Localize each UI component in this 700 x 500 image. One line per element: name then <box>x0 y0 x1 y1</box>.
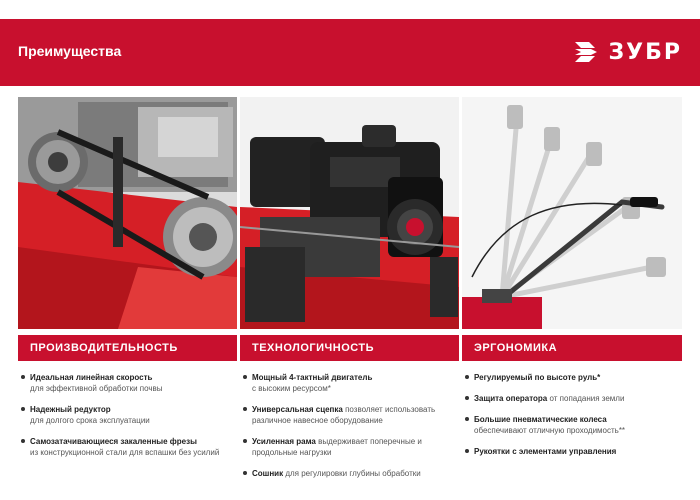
feature-text: с высоким ресурсом* <box>252 384 331 393</box>
panel-technology-photo <box>240 97 459 329</box>
feature-title: Защита оператора <box>474 394 548 403</box>
feature-title: Сошник <box>252 469 284 478</box>
brand-name: ЗУБР <box>608 39 682 65</box>
feature-text: обеспечивают отличную проходимость** <box>474 426 626 435</box>
feature-text: выдерживает поперечные и продольные нагрузки <box>252 437 422 457</box>
feature-title: Самозатачивающиеся закаленные фрезы <box>30 437 197 446</box>
feature-title: Мощный 4-тактный двигатель <box>252 373 373 382</box>
list-item <box>462 372 682 383</box>
feature-text: для долгого срока эксплуатации <box>30 416 150 425</box>
features-technology <box>240 372 459 489</box>
brand-mark-icon <box>573 39 603 65</box>
features-ergonomics <box>462 372 682 467</box>
feature-text: из конструкционной стали для вспашки без усилий <box>30 448 220 457</box>
label-ergonomics: ЭРГОНОМИКА <box>462 335 682 361</box>
list-item <box>462 414 682 436</box>
list-item <box>240 372 459 394</box>
feature-text: позволяет использовать различное навесное оборудование <box>252 405 436 425</box>
feature-title: Универсальная сцепка <box>252 405 343 414</box>
list-item <box>240 468 459 479</box>
list-item <box>240 404 459 426</box>
list-item <box>18 404 237 426</box>
list-item <box>18 436 237 458</box>
feature-title: Регулируемый по высоте руль* <box>474 373 601 382</box>
feature-title: Идеальная линейная скорость <box>30 373 153 382</box>
feature-text: для регулировки глубины обработки <box>285 469 421 478</box>
belt-drive-photo <box>18 97 237 329</box>
list-item <box>18 372 237 394</box>
feature-title: Усиленная рама <box>252 437 316 446</box>
list-item <box>240 436 459 458</box>
engine-photo <box>240 97 459 329</box>
list-item <box>462 393 682 404</box>
features-performance <box>18 372 237 468</box>
page-title: Преимущества <box>18 43 122 59</box>
label-technology: ТЕХНОЛОГИЧНОСТЬ <box>240 335 459 361</box>
feature-title: Большие пневматические колеса <box>474 415 607 424</box>
brand-logo <box>573 39 682 65</box>
feature-text: от попадания земли <box>549 394 625 403</box>
feature-text: для эффективной обработки почвы <box>30 384 163 393</box>
feature-title: Надежный редуктор <box>30 405 111 414</box>
panel-ergonomics-photo <box>462 97 682 329</box>
list-item <box>462 446 682 457</box>
handlebar-photo <box>462 97 682 329</box>
feature-title: Рукоятки с элементами управления <box>474 447 617 456</box>
panel-performance-photo <box>18 97 237 329</box>
label-performance: ПРОИЗВОДИТЕЛЬНОСТЬ <box>18 335 237 361</box>
header-banner <box>0 19 700 86</box>
